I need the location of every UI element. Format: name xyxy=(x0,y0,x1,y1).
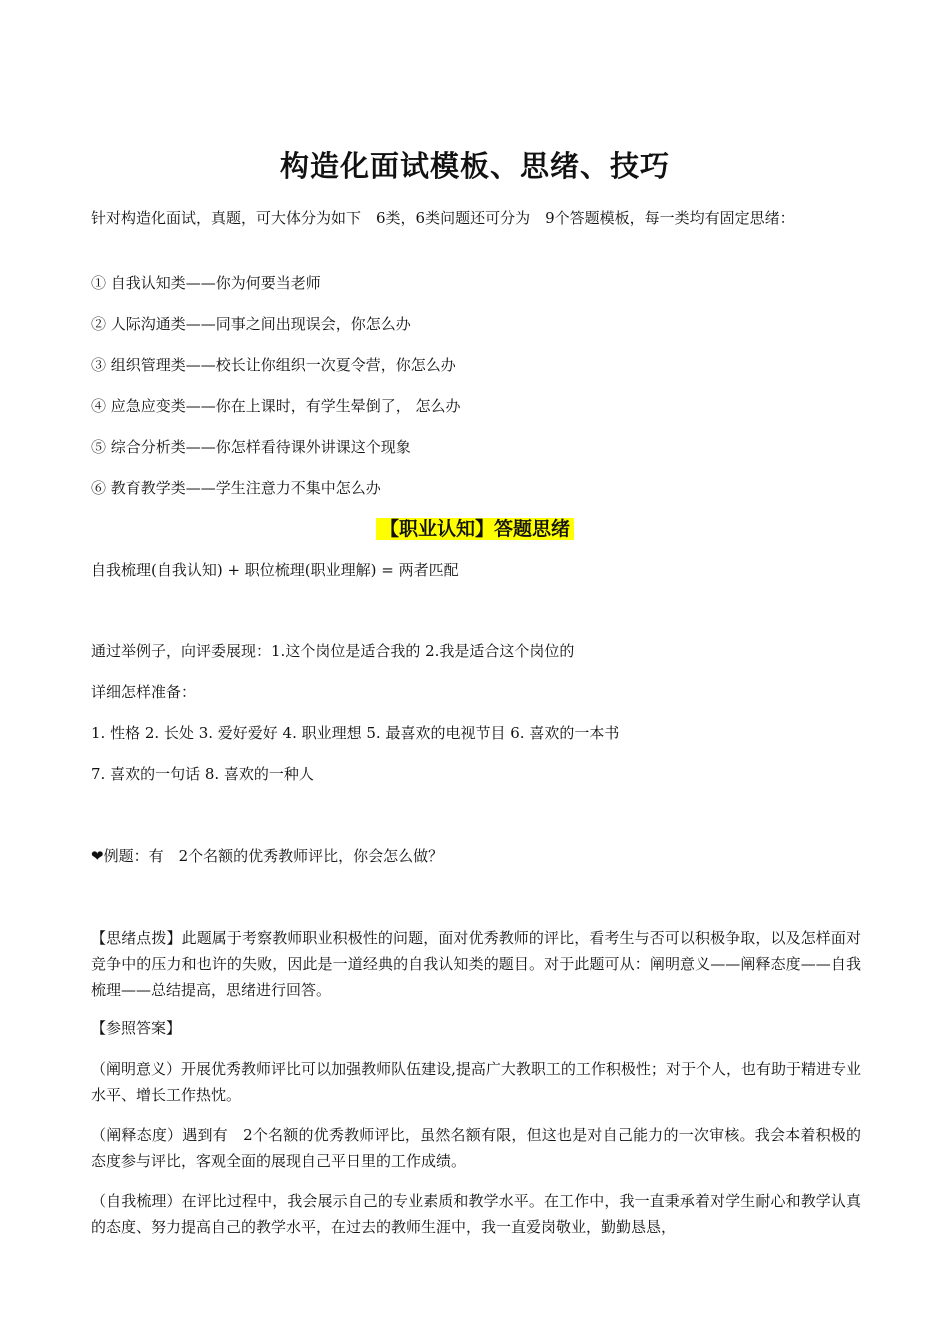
answer-paragraph-3: （自我梳理）在评比过程中，我会展示自己的专业素质和教学水平。在工作中，我一直秉承着对学生耐心和教学认真的态度、努力提高自己的教学水平，在过去的教师生涯中，我一直爱岗敬业，勤勤恳恳， xyxy=(91,1192,861,1236)
intro-paragraph: 针对构造化面试，真题，可大体分为如下 6类，6类问题还可分为 9个答题模板，每一类均有固定思绪： xyxy=(91,209,795,227)
category-item-3: ③ 组织管理类——校长让你组织一次夏令营，你怎么办 xyxy=(91,356,456,374)
prepare-list-line-1: 1. 性格 2. 长处 3. 爱好爱好 4. 职业理想 5. 最喜欢的电视节目 6. 喜欢的一本书 xyxy=(91,724,620,742)
section-heading-highlight: 【职业认知】答题思绪 xyxy=(376,518,574,540)
section-heading xyxy=(0,515,950,543)
category-item-1: ① 自我认知类——你为何要当老师 xyxy=(91,274,321,292)
hint-paragraph: 【思绪点拨】此题属于考察教师职业积极性的问题，面对优秀教师的评比，看考生与否可以积极争取，以及怎样面对竞争中的压力和也许的失败，因此是一道经典的自我认知类的题目。对于此题可从：阐明意义——阐释态度——自我梳理——总结提高，思绪进行回答。 xyxy=(91,929,861,999)
prepare-label: 详细怎样准备： xyxy=(91,683,197,701)
example-question: ❤例题：有 2个名额的优秀教师评比，你会怎么做？ xyxy=(91,847,444,865)
category-item-5: ⑤ 综合分析类——你怎样看待课外讲课这个现象 xyxy=(91,438,411,456)
prepare-list-line-2: 7. 喜欢的一句话 8. 喜欢的一种人 xyxy=(91,765,314,783)
answer-paragraph-2: （阐释态度）遇到有 2个名额的优秀教师评比，虽然名额有限，但这也是对自己能力的一次审核。我会本着积极的态度参与评比，客观全面的展现自己平日里的工作成绩。 xyxy=(91,1126,861,1170)
category-item-6: ⑥ 教育教学类——学生注意力不集中怎么办 xyxy=(91,479,381,497)
category-item-2: ② 人际沟通类——同事之间出现误会，你怎么办 xyxy=(91,315,411,333)
show-paragraph: 通过举例子，向评委展现：1.这个岗位是适合我的 2.我是适合这个岗位的 xyxy=(91,642,575,660)
answer-paragraph-1: （阐明意义）开展优秀教师评比可以加强教师队伍建设,提高广大教职工的工作积极性；对于个人，也有助于精进专业水平、增长工作热忱。 xyxy=(91,1060,861,1104)
answer-label: 【参照答案】 xyxy=(91,1019,182,1037)
formula-line: 自我梳理(自我认知) + 职位梳理(职业理解) = 两者匹配 xyxy=(91,561,459,579)
page-title: 构造化面试模板、思绪、技巧 xyxy=(279,149,670,183)
category-item-4: ④ 应急应变类——你在上课时，有学生晕倒了， 怎么办 xyxy=(91,397,461,415)
